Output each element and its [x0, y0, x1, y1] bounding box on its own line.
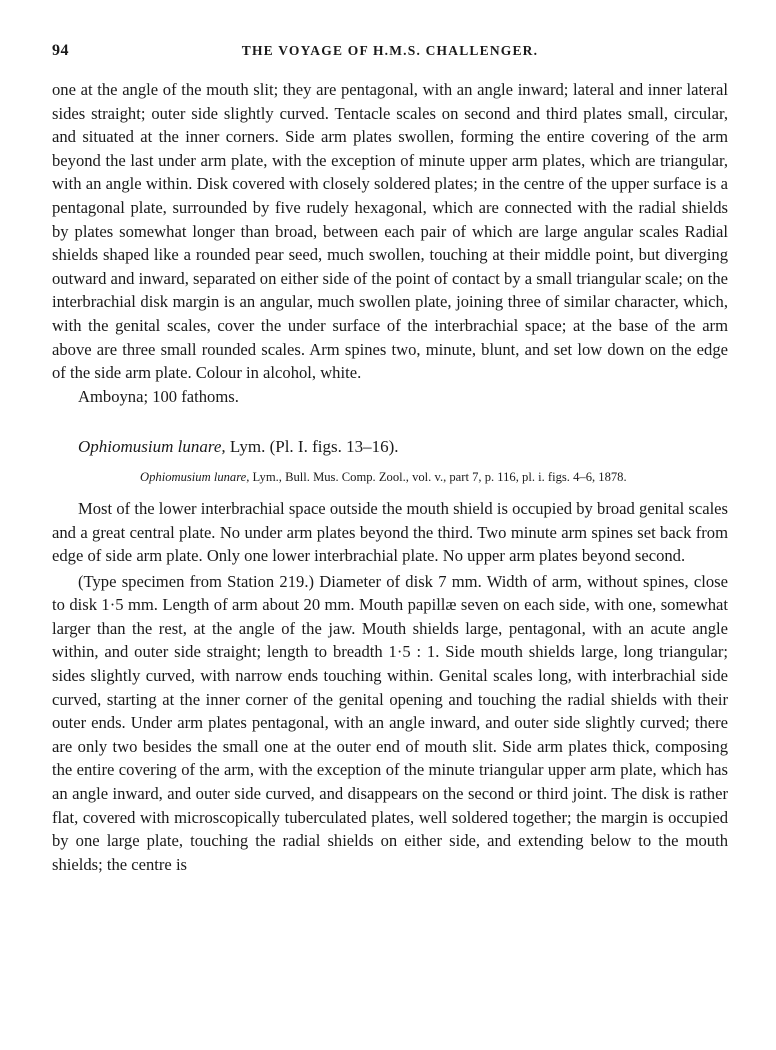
synonym-citation: Lym., Bull. Mus. Comp. Zool., vol. v., part 7, p. 116, pl. i. figs. 4–6, 1878. [249, 469, 627, 484]
type-specimen-paragraph: (Type specimen from Station 219.) Diameter of disk 7 mm. Width of arm, without spines, close to disk 1·5 mm. Length of arm about 20 mm. Mouth papillæ seven on each side, with one, somewhat larger than the rest, at the angle of the jaw. Mouth shields large, pentagonal, with an acute angle within, and outer side straight; length to breadth 1·5 : 1. Side mouth shields large, long triangular; sides slightly curved, with narrow ends touching within. Genital scales long, with interbrachial side curved, starting at the inner corner of the genital opening and touching the radial shields with their outer ends. Under arm plates pentagonal, with an angle inward, and outer side slightly curved; there are only two besides the small one at the outer end of mouth slit. Side arm plates thick, composing the entire covering of the arm, with the exception of the minute triangular upper arm plate, which has an angle inward, and outer side curved, and disappears on the second or third joint. The disk is rather flat, covered with microscopically tuberculated plates, well soldered together; the margin is occupied by one large plate, touching the radial shields on either side, and extending below to the mouth shields; the centre is [52, 571, 728, 874]
synonym-name: Ophiomusium lunare, [140, 469, 250, 484]
synonymy-reference [140, 468, 728, 487]
page-number: 94 [52, 42, 69, 59]
diagnosis-paragraph: Most of the lower interbrachial space outside the mouth shield is occupied by broad genital scales and a great central plate. No under arm plates beyond the third. Two minute arm spines set back from edge of side arm plate. Only one lower interbrachial plate. No upper arm plates beyond second. [52, 498, 728, 566]
species-authority: Lym. (Pl. I. figs. 13–16). [225, 437, 399, 457]
continued-paragraph: one at the angle of the mouth slit; they are pentagonal, with an angle inward; lateral and inner lateral sides straight; outer side slightly curved. Tentacle scales on second and third plates small, circular, and situated at the inner corners. Side arm plates swollen, forming the entire covering of the arm beyond the last under arm plate, with the exception of minute upper arm plates, which are triangular, with an angle within. Disk covered with closely soldered plates; in the centre of the upper surface is a pentagonal plate, surrounded by five rudely hexagonal, which are connected with the radial shields by plates somewhat longer than broad, between each pair of which are large angular scales Radial shields shaped like a rounded pear seed, much swollen, touching at their middle point, but diverging outward and inward, separated on either side of the point of contact by a small triangular scale; on the interbrachial disk margin is an angular, much swollen plate, joining three of similar character, which, with the genital scales, cover the under surface of the interbrachial space; at the base of the arm above are three small rounded scales. Arm spines two, minute, blunt, and set low down on the edge of the side arm plate. Colour in alcohol, white. [52, 80, 728, 383]
running-title: THE VOYAGE OF H.M.S. CHALLENGER. [241, 43, 539, 58]
page-header [52, 42, 728, 68]
species-heading [52, 435, 728, 459]
species-name: Ophiomusium lunare, [78, 437, 226, 457]
document-page [52, 42, 728, 876]
locality-line: Amboyna; 100 fathoms. [78, 386, 239, 406]
